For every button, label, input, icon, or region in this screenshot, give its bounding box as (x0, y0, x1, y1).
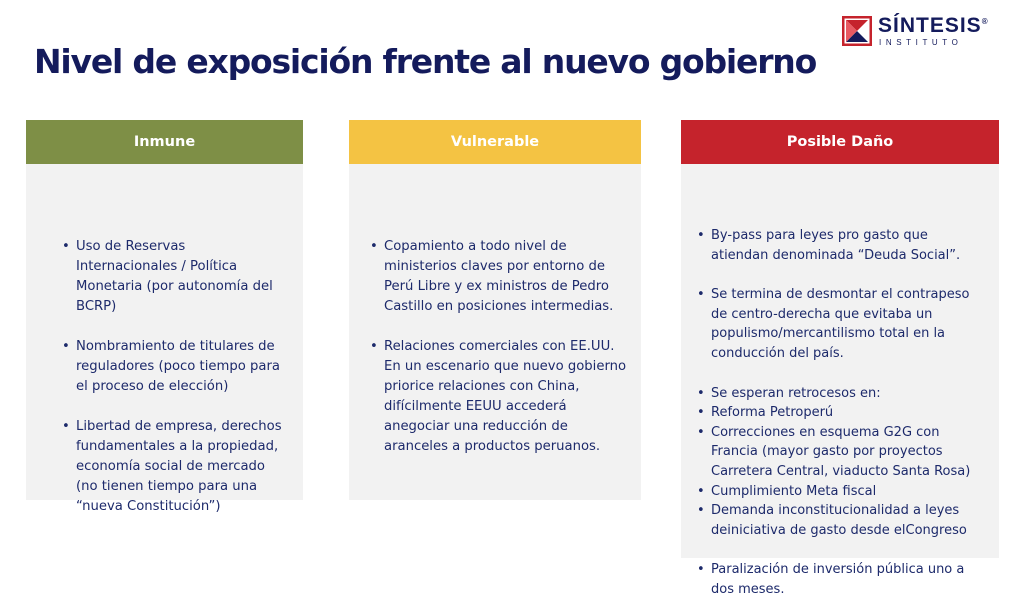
bullet-list (26, 164, 303, 517)
slide-title: Nivel de exposición frente al nuevo gobierno (34, 42, 817, 81)
list-item: • Libertad de empresa, derechos fundamentales a la propiedad, economía social de mercado (no tienen tiempo para una “nueva Constitución”) (76, 417, 289, 517)
list-item: • Se termina de desmontar el contrapeso de centro-derecha que evitaba un populismo/mercantilismo total en la conducción del país. (711, 285, 989, 363)
list-item: • By-pass para leyes pro gasto que atiendan denominada “Deuda Social”. (711, 226, 989, 265)
column-header-posible-dano: Posible Daño (681, 120, 999, 164)
column-body-vulnerable (349, 164, 641, 500)
list-item: • Copamiento a todo nivel de ministerios claves por entorno de Perú Libre y ex ministros de Pedro Castillo en posiciones intermedias. (384, 237, 629, 317)
list-item: • Uso de Reservas Internacionales / Política Monetaria (por autonomía del BCRP) (76, 237, 289, 317)
column-inmune (26, 120, 303, 514)
sintesis-logo-icon (842, 16, 872, 46)
column-body-inmune (26, 164, 303, 514)
sintesis-logo (842, 14, 992, 50)
list-item: • Relaciones comerciales con EE.UU. En un escenario que nuevo gobierno priorice relaciones con China, difícilmente EEUU accederá anegociar una reducción de aranceles a productos peruanos. (384, 337, 629, 457)
column-header-vulnerable: Vulnerable (349, 120, 641, 164)
logo-subtitle: INSTITUTO (879, 38, 963, 47)
column-header-inmune: Inmune (26, 120, 303, 164)
list-item: • Paralización de inversión pública uno a dos meses. (711, 560, 989, 599)
list-item: • Correcciones en esquema G2G con Francia (mayor gasto por proyectos Carretera Central, viaducto Santa Rosa) (711, 423, 989, 482)
column-posible-dano (681, 120, 999, 597)
bullet-list (349, 164, 641, 457)
bullet-list (681, 164, 999, 600)
list-item: • Nombramiento de titulares de reguladores (poco tiempo para el proceso de elección) (76, 337, 289, 397)
list-item: • Reforma Petroperú (711, 403, 989, 423)
column-vulnerable (349, 120, 641, 500)
list-item: • Demanda inconstitucionalidad a leyes deiniciativa de gasto desde elCongreso (711, 501, 989, 540)
column-body-posible-dano (681, 164, 999, 597)
list-item: • Se esperan retrocesos en: (711, 384, 989, 404)
list-item: • Cumplimiento Meta fiscal (711, 482, 989, 502)
logo-name: SÍNTESIS® (878, 14, 989, 37)
